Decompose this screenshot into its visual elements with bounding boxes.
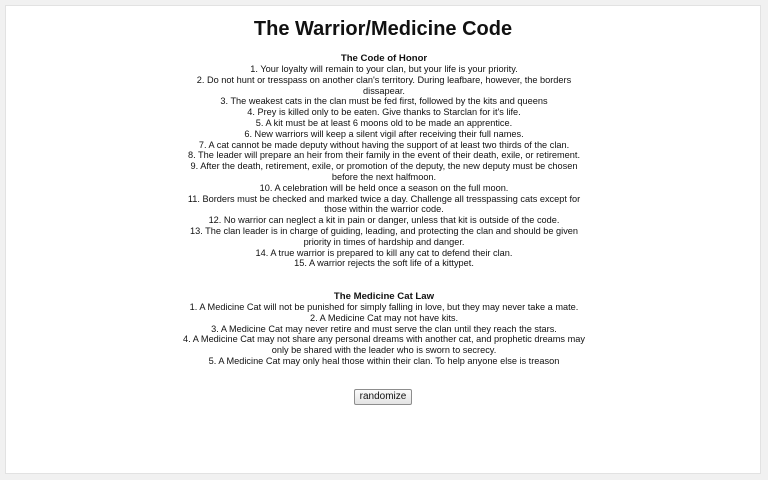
code-rule: 5. A kit must be at least 6 moons old to be made an apprentice. bbox=[255, 117, 513, 128]
code-rule: 1. Your loyalty will remain to your clan, but your life is your priority. bbox=[250, 64, 518, 74]
law-rule: 3. A Medicine Cat may never retire and must serve the clan until they reach the stars. bbox=[211, 323, 557, 334]
code-of-honor-heading: The Code of Honor bbox=[340, 53, 428, 64]
law-rule: 4. A Medicine Cat may not share any personal dreams with another cat, and prophetic dreams may only be shared with the leader who is sworn to secrecy. bbox=[183, 334, 585, 356]
code-of-honor-section bbox=[183, 53, 585, 269]
randomize-button[interactable]: randomize bbox=[354, 389, 413, 405]
code-rule: 14. A true warrior is prepared to kill any cat to defend their clan. bbox=[255, 247, 513, 258]
page-container bbox=[5, 5, 761, 474]
controls bbox=[6, 386, 760, 405]
law-rule: 1. A Medicine Cat will not be punished for simply falling in love, but they may never take a mate. bbox=[189, 302, 579, 312]
law-rule: 2. A Medicine Cat may not have kits. bbox=[309, 312, 459, 323]
code-rule: 9. After the death, retirement, exile, or promotion of the deputy, the new deputy must be chosen before the next halfmoon. bbox=[190, 161, 578, 182]
law-rule: 5. A Medicine Cat may only heal those within their clan. To help anyone else is treason bbox=[208, 355, 560, 366]
code-rule: 6. New warriors will keep a silent vigil after receiving their full names. bbox=[244, 128, 524, 139]
code-rule: 13. The clan leader is in charge of guiding, leading, and protecting the clan and should be given priority in times of hardship and danger. bbox=[189, 225, 579, 247]
medicine-cat-law-section bbox=[183, 291, 585, 367]
code-rule: 10. A celebration will be held once a season on the full moon. bbox=[259, 182, 509, 193]
page-title: The Warrior/Medicine Code bbox=[253, 18, 513, 40]
code-rule: 11. Borders must be checked and marked twice a day. Challenge all tresspassing cats except for those within the warrior code. bbox=[187, 193, 581, 215]
code-of-honor-list bbox=[183, 64, 585, 269]
medicine-cat-law-list bbox=[183, 302, 585, 367]
code-rule: 15. A warrior rejects the soft life of a kittypet. bbox=[294, 258, 474, 269]
code-rule: 7. A cat cannot be made deputy without having the support of at least two thirds of the clan. bbox=[198, 139, 570, 150]
code-rule: 2. Do not hunt or tresspass on another clan's territory. During leafbare, however, the borders dissapear. bbox=[196, 74, 572, 96]
code-rule: 4. Prey is killed only to be eaten. Give thanks to Starclan for it's life. bbox=[247, 107, 521, 118]
code-rule: 12. No warrior can neglect a kit in pain or danger, unless that kit is outside of the code. bbox=[208, 215, 560, 226]
code-rule: 8. The leader will prepare an heir from their family in the event of their death, exile, or retirement. bbox=[187, 150, 581, 161]
code-rule: 3. The weakest cats in the clan must be fed first, followed by the kits and queens bbox=[220, 96, 548, 107]
medicine-cat-law-heading: The Medicine Cat Law bbox=[333, 291, 435, 302]
